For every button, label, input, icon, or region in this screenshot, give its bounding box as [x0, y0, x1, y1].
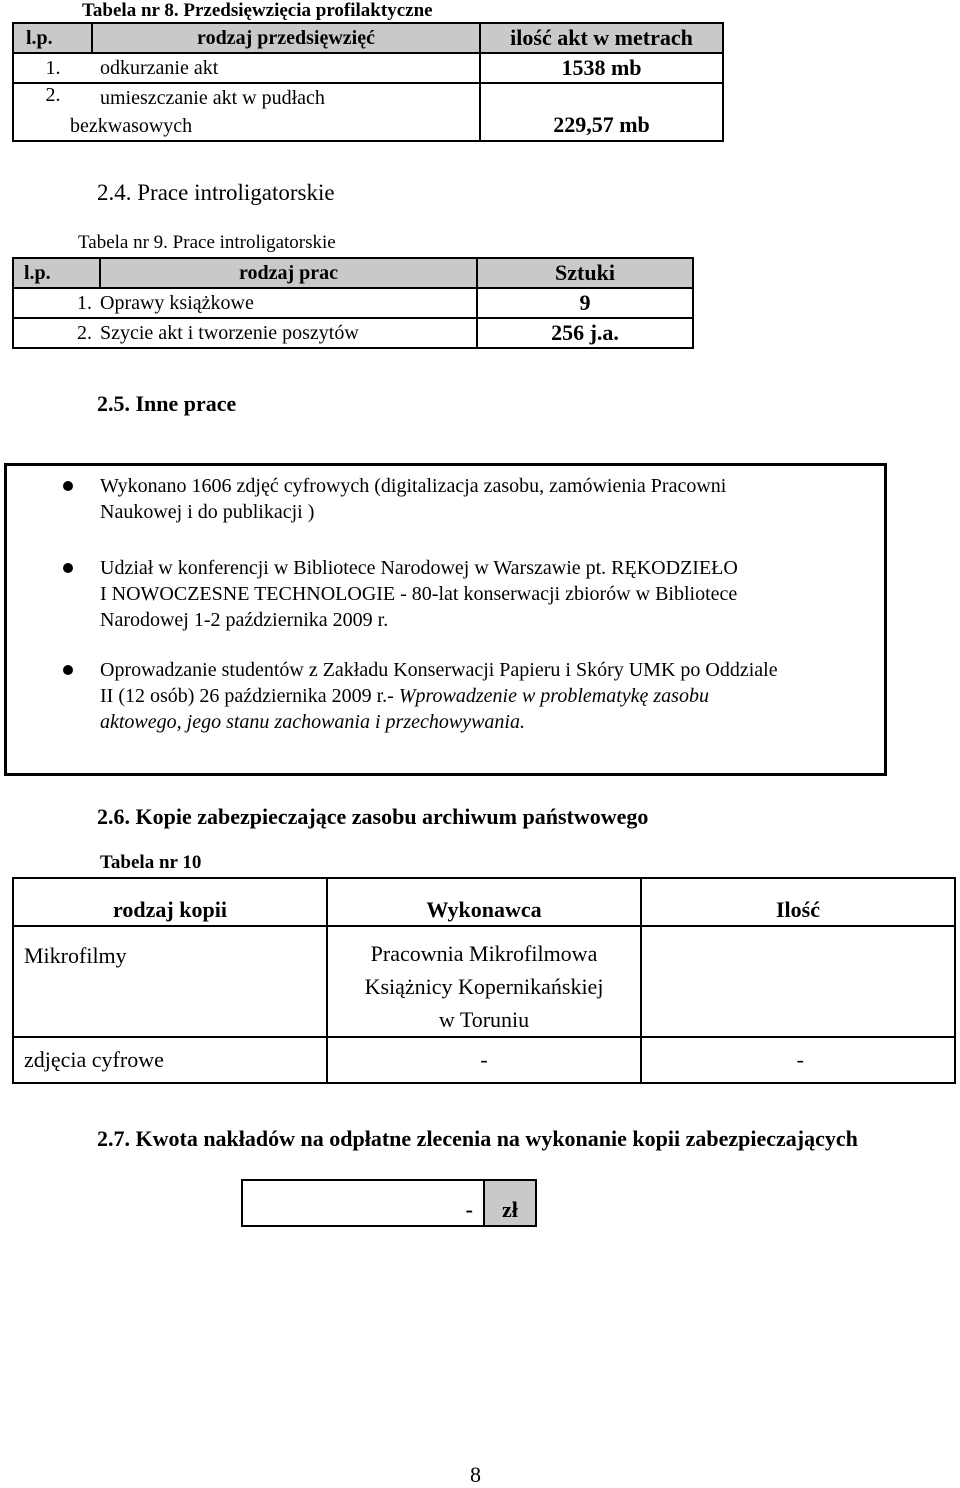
- bullet-icon: [63, 665, 73, 675]
- section-2-6-heading: 2.6. Kopie zabezpieczające zasobu archiwum państwowego: [97, 804, 649, 829]
- bullet-item-1: [100, 473, 880, 525]
- table10-row2-type: zdjęcia cyfrowe: [13, 1037, 327, 1083]
- bullet-icon: [63, 481, 73, 491]
- table10: [12, 877, 956, 1084]
- section-2-5-heading: 2.5. Inne prace: [97, 391, 237, 416]
- section-2-4-heading: 2.4. Prace introligatorskie: [97, 180, 335, 205]
- table10-row1-qty: [641, 926, 955, 1037]
- bullet-item-2-line3: Narodowej 1-2 października 2009 r.: [100, 609, 389, 631]
- table9-row1-name: Oprawy książkowe: [100, 288, 477, 318]
- table10-caption: Tabela nr 10: [100, 852, 202, 873]
- bullet-item-2-line1: Udział w konferencji w Bibliotece Narodowej w Warszawie pt. RĘKODZIEŁO: [100, 557, 738, 579]
- bullet-item-3-line2-normal: II (12 osób) 26 października 2009 r.-: [100, 685, 394, 707]
- table8-row2-name-line1: umieszczanie akt w pudłach: [100, 87, 325, 109]
- table10-header-type: rodzaj kopii: [13, 878, 327, 926]
- table8-row2-lp: 2.: [13, 83, 92, 141]
- table-row: [13, 288, 693, 318]
- table10-row1-type: Mikrofilmy: [13, 926, 327, 1037]
- table8-caption: Tabela nr 8. Przedsięwzięcia profilaktyczne: [82, 0, 433, 21]
- table9-row2-value: 256 j.a.: [477, 318, 693, 348]
- table9-header-qty: Sztuki: [477, 258, 693, 288]
- table10-header-contractor: Wykonawca: [327, 878, 641, 926]
- cost-unit: zł: [484, 1180, 536, 1226]
- table9-header-type: rodzaj prac: [100, 258, 477, 288]
- table-row: [13, 53, 723, 83]
- table9-header-lp: l.p.: [13, 258, 100, 288]
- bullet-item-3-line3: aktowego, jego stanu zachowania i przechowywania.: [100, 711, 525, 733]
- table8-row2-name: [70, 83, 480, 141]
- bullet-item-3-line2-italic: Wprowadzenie w problematykę zasobu: [393, 685, 709, 707]
- table8-row2-name-line2: bezkwasowych: [70, 115, 193, 137]
- table10-row1-contractor-line2: Książnicy Kopernikańskiej: [364, 974, 604, 999]
- section-2-7-heading: 2.7. Kwota nakładów na odpłatne zlecenia na wykonanie kopii zabezpieczających: [97, 1126, 858, 1151]
- table-row: [13, 83, 723, 141]
- bullet-item-1-line1: Wykonano 1606 zdjęć cyfrowych (digitalizacja zasobu, zamówienia Pracowni: [100, 475, 727, 497]
- table-row: [13, 318, 693, 348]
- table-row: [13, 1037, 955, 1083]
- table10-row1-contractor-line3: w Toruniu: [438, 1007, 530, 1032]
- bullet-item-2-line2: I NOWOCZESNE TECHNOLOGIE - 80-lat konserwacji zbiorów w Bibliotece: [100, 583, 738, 605]
- table9-row1-lp: 1.: [13, 288, 100, 318]
- table9-row1-value: 9: [477, 288, 693, 318]
- table10-header-qty: Ilość: [641, 878, 955, 926]
- page-number: 8: [470, 1462, 481, 1487]
- table-row: [13, 926, 955, 1037]
- table8-row2-value: 229,57 mb: [480, 83, 723, 141]
- bullet-item-3: [100, 657, 880, 735]
- bullet-item-3-line1: Oprowadzanie studentów z Zakładu Konserwacji Papieru i Skóry UMK po Oddziale: [100, 659, 778, 681]
- table8-header-type: rodzaj przedsięwzięć: [92, 23, 480, 53]
- table10-row2-contractor: -: [327, 1037, 641, 1083]
- table10-row2-qty: -: [641, 1037, 955, 1083]
- bullet-icon: [63, 563, 73, 573]
- cost-amount: -: [242, 1180, 484, 1226]
- table9: [12, 257, 694, 349]
- table8-header-lp: l.p.: [13, 23, 92, 53]
- table8-row1-name: odkurzanie akt: [92, 53, 480, 83]
- table8: [12, 22, 724, 142]
- bullet-item-3-line2: [100, 683, 880, 709]
- table9-row2-name: Szycie akt i tworzenie poszytów: [100, 318, 477, 348]
- table9-row2-lp: 2.: [13, 318, 100, 348]
- table9-caption: Tabela nr 9. Prace introligatorskie: [78, 232, 336, 253]
- table10-row1-contractor-line1: Pracownia Mikrofilmowa: [370, 941, 598, 966]
- table8-row1-lp: 1.: [13, 53, 92, 83]
- table8-row1-value: 1538 mb: [480, 53, 723, 83]
- bullet-item-2: [100, 555, 880, 633]
- bullet-item-1-line2: Naukowej i do publikacji ): [100, 501, 315, 523]
- table10-row1-contractor: [327, 926, 641, 1037]
- table8-header-qty: ilość akt w metrach: [480, 23, 723, 53]
- cost-table: [241, 1179, 537, 1227]
